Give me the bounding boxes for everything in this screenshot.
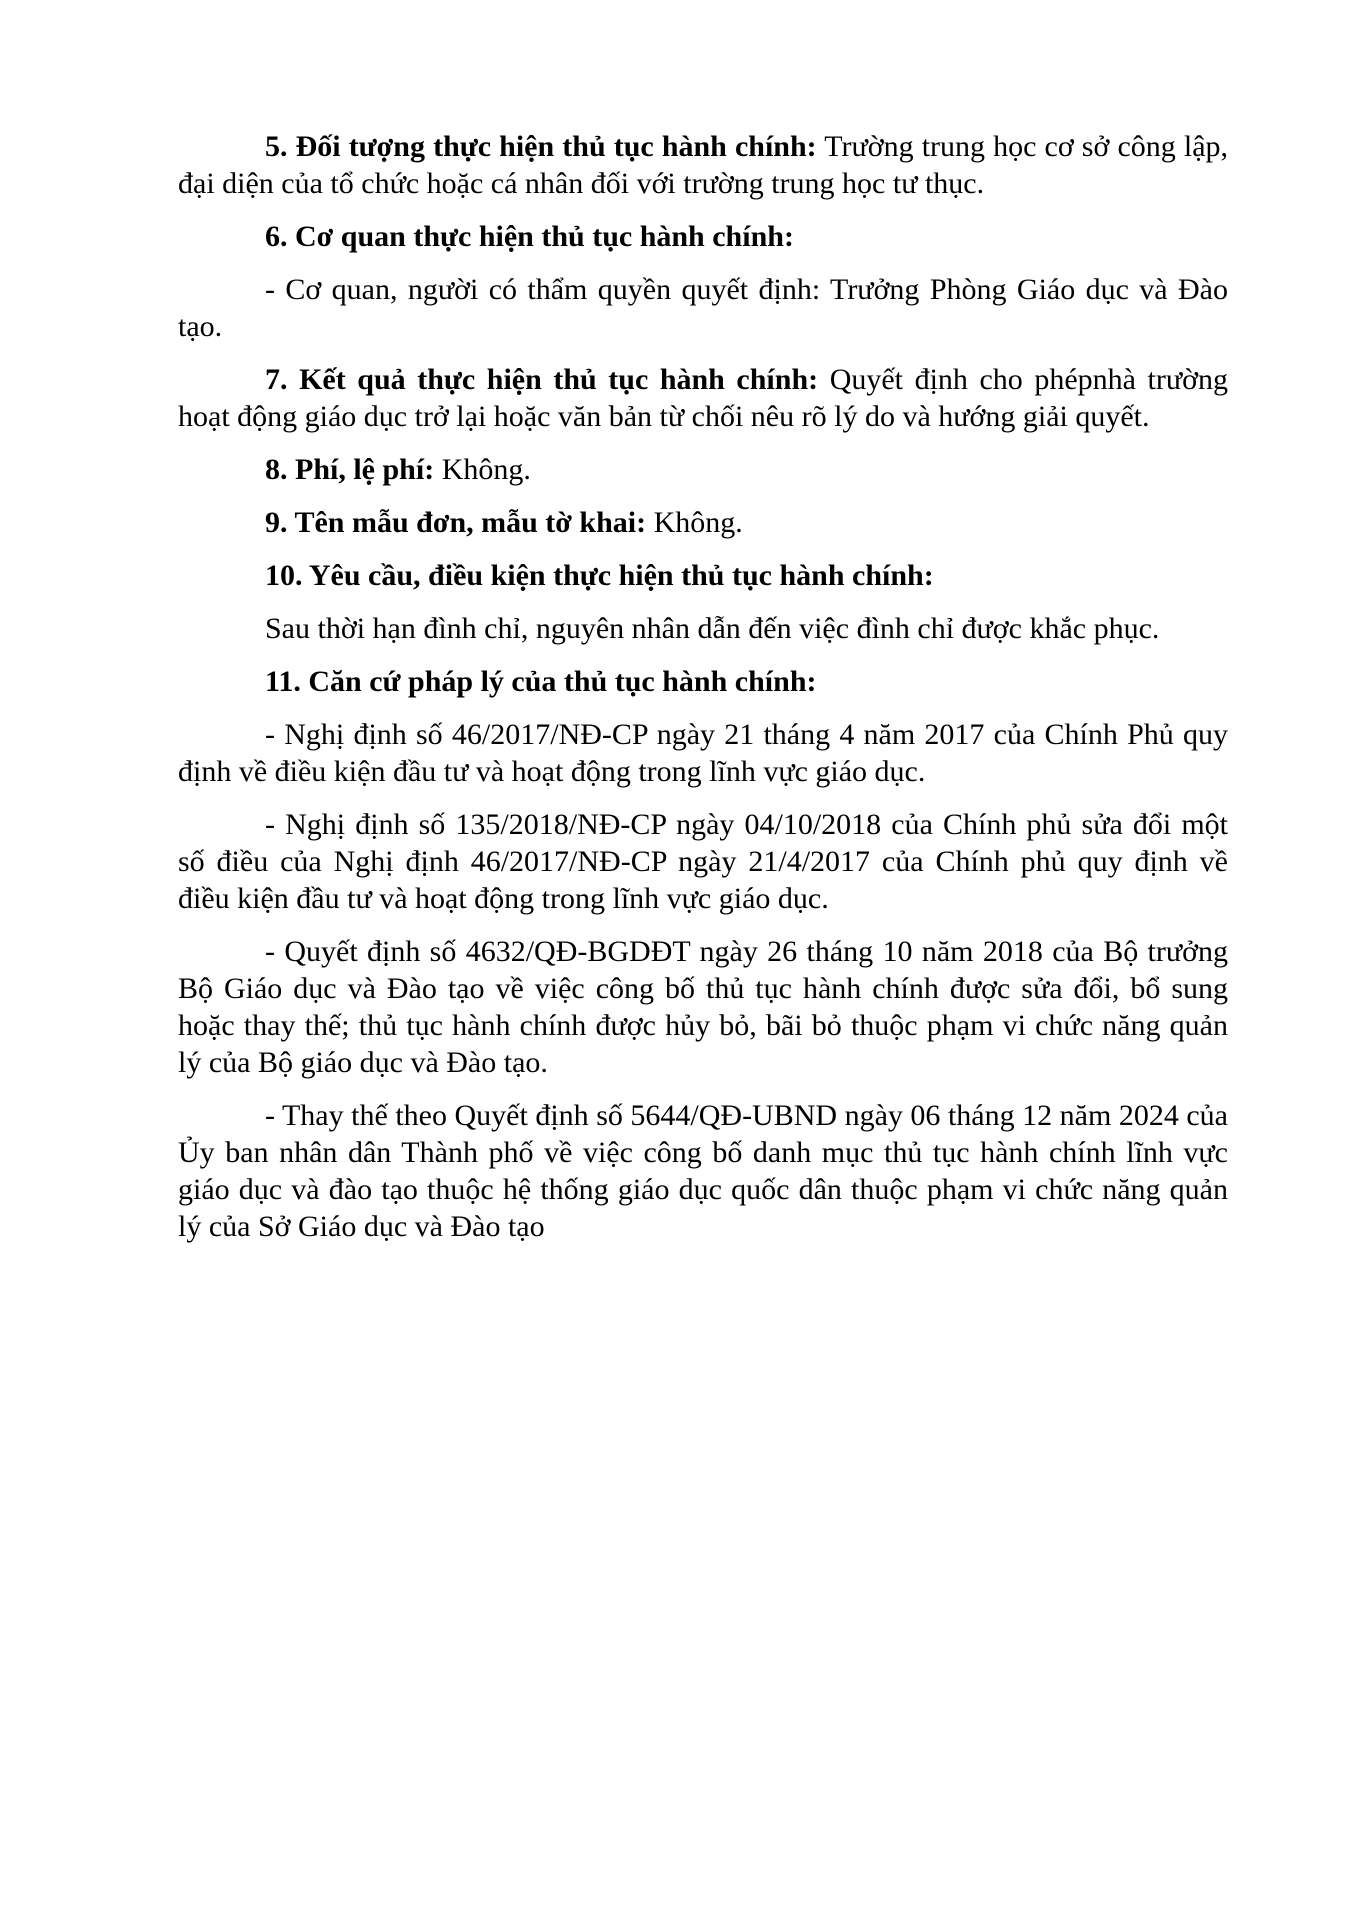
section-9-forms [178,504,1228,541]
section-10-heading: 10. Yêu cầu, điều kiện thực hiện thủ tục hành chính: [265,559,934,592]
section-10-requirements-item [178,610,1228,647]
section-8-heading: 8. Phí, lệ phí: [265,453,435,486]
section-7-heading: 7. Kết quả thực hiện thủ tục hành chính: [265,363,819,396]
section-11-item-1-text: - Nghị định số 46/2017/NĐ-CP ngày 21 tháng 4 năm 2017 của Chính Phủ quy định về điều kiện đầu tư và hoạt động trong lĩnh vực giáo dục. [178,718,1228,788]
section-9-heading: 9. Tên mẫu đơn, mẫu tờ khai: [265,506,647,539]
section-6-item-text: - Cơ quan, người có thẩm quyền quyết định: Trưởng Phòng Giáo dục và Đào tạo. [178,273,1228,343]
section-10-requirements [178,557,1228,594]
section-11-legal-basis [178,663,1228,700]
section-11-item-decree-46 [178,716,1228,790]
section-5-heading: 5. Đối tượng thực hiện thủ tục hành chính: [265,130,817,163]
section-11-item-3-text: - Quyết định số 4632/QĐ-BGDĐT ngày 26 tháng 10 năm 2018 của Bộ trưởng Bộ Giáo dục và Đào tạo về việc công bố thủ tục hành chính được sửa đổi, bổ sung hoặc thay thế; thủ tục hành chính được hủy bỏ, bãi bỏ thuộc phạm vi chức năng quản lý của Bộ giáo dục và Đào tạo. [178,935,1228,1079]
section-10-item-text: Sau thời hạn đình chỉ, nguyên nhân dẫn đến việc đình chỉ được khắc phục. [265,612,1160,645]
section-11-heading: 11. Căn cứ pháp lý của thủ tục hành chính: [265,665,817,698]
section-8-text: Không. [434,453,531,486]
section-11-item-decision-5644 [178,1097,1228,1245]
section-6-heading: 6. Cơ quan thực hiện thủ tục hành chính: [265,220,794,253]
section-11-item-4-text: - Thay thế theo Quyết định số 5644/QĐ-UBND ngày 06 tháng 12 năm 2024 của Ủy ban nhân dân Thành phố về việc công bố danh mục thủ tục hành chính lĩnh vực giáo dục và đào tạo thuộc hệ thống giáo dục quốc dân thuộc phạm vi chức năng quản lý của Sở Giáo dục và Đào tạo [178,1099,1228,1243]
section-11-item-2-text: - Nghị định số 135/2018/NĐ-CP ngày 04/10/2018 của Chính phủ sửa đổi một số điều của Nghị định 46/2017/NĐ-CP ngày 21/4/2017 của Chính phủ quy định về điều kiện đầu tư và hoạt động trong lĩnh vực giáo dục. [178,808,1228,915]
section-7-text: Quyết định cho phépnhà trường hoạt động giáo dục trở lại hoặc văn bản từ chối nêu rõ lý do và hướng giải quyết. [178,363,1229,433]
section-9-text: Không. [646,506,743,539]
section-7-result [178,361,1228,435]
section-5-subjects [178,128,1228,202]
document-page [178,128,1228,1261]
section-5-text: Trường trung học cơ sở công lập, đại diện của tổ chức hoặc cá nhân đối với trường trung học tư thục. [178,130,1229,200]
section-8-fees [178,451,1228,488]
section-6-agency [178,218,1228,255]
section-11-item-decision-4632 [178,933,1228,1081]
section-6-agency-item [178,271,1228,345]
section-11-item-decree-135 [178,806,1228,917]
